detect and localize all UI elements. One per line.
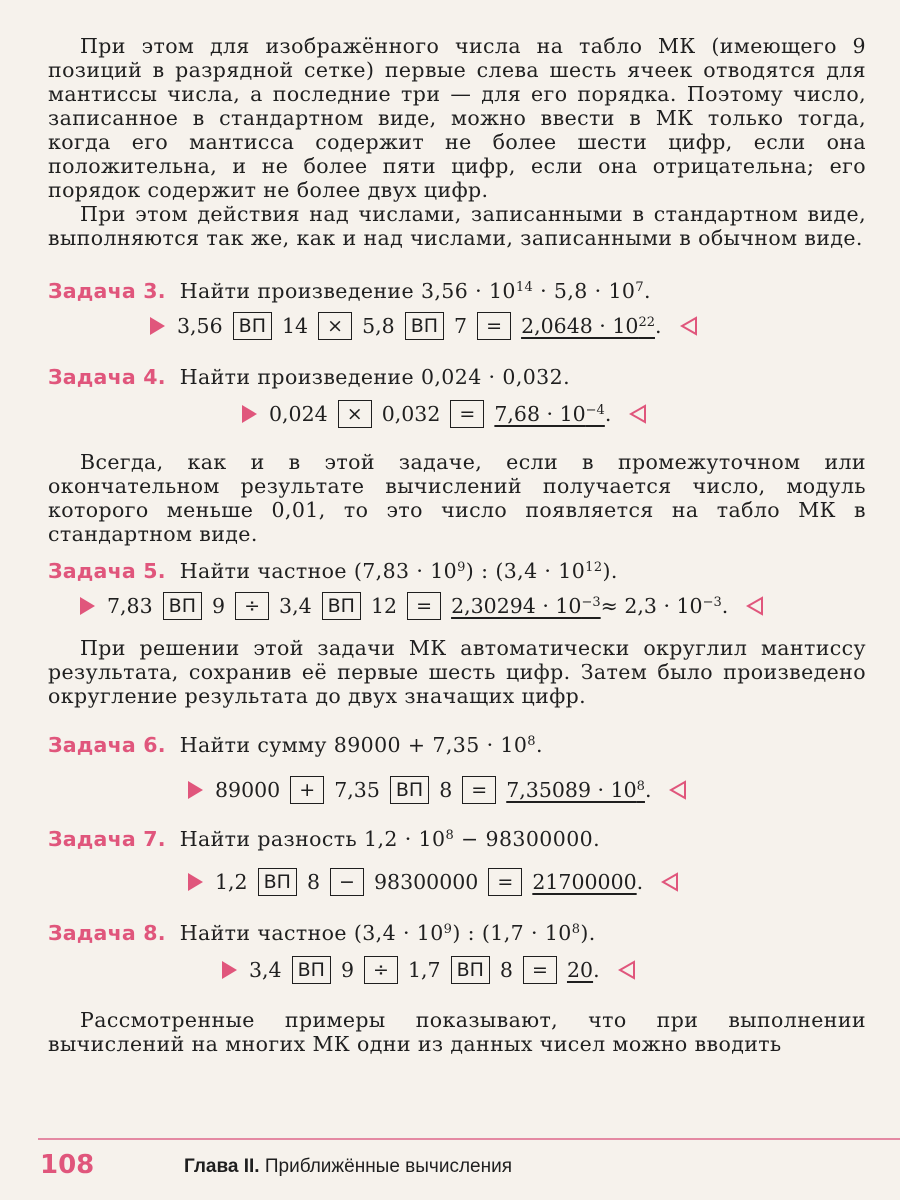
key-equals: = bbox=[450, 400, 484, 428]
start-marker-icon bbox=[222, 961, 237, 979]
mid-paragraph: Всегда, как и в этой задаче, если в промежуточном или окончательном результате вычислений получается число, модуль которого меньше 0,01, то это число появляется на табло МК в стандартном виде. bbox=[48, 450, 866, 546]
key-plus: + bbox=[290, 776, 324, 804]
page-number: 108 bbox=[40, 1150, 95, 1180]
key-vp: ВП bbox=[233, 312, 272, 340]
task-5-label: Задача 5. bbox=[48, 559, 166, 583]
footer-divider bbox=[38, 1138, 900, 1140]
key-vp: ВП bbox=[390, 776, 429, 804]
task-8-title: Задача 8. Найти частное $(3,4 \cdot 10^9)$ : $(1,7 \cdot 10^8)$. bbox=[48, 921, 596, 945]
task-4-key-sequence: 0,024 × 0,032 = $7,68 \cdot 10^{-4}$ . bbox=[242, 398, 866, 430]
key-vp: ВП bbox=[322, 592, 361, 620]
end-marker-icon bbox=[629, 404, 647, 424]
key-vp: ВП bbox=[163, 592, 202, 620]
key-equals: = bbox=[462, 776, 496, 804]
key-vp: ВП bbox=[292, 956, 331, 984]
end-marker-icon bbox=[661, 872, 679, 892]
intro-paragraph-2: При этом действия над числами, записанными в стандартном виде, выполняются так же, как и над числами, записанными в обычном виде. bbox=[48, 202, 866, 250]
start-marker-icon bbox=[188, 781, 203, 799]
key-equals: = bbox=[407, 592, 441, 620]
task-3-label: Задача 3. bbox=[48, 279, 166, 303]
key-vp: ВП bbox=[258, 868, 297, 896]
task-7-title: Задача 7. Найти разность $1,2 \cdot 10^8 - 98300000$. bbox=[48, 827, 600, 851]
after-task-5-paragraph: При решении этой задачи МК автоматически округлил мантиссу результата, сохранив её первые шесть цифр. Затем было произведено округление результата до двух значащих цифр. bbox=[48, 636, 866, 708]
key-equals: = bbox=[488, 868, 522, 896]
task-8-result: 20 bbox=[566, 958, 594, 982]
task-6-label: Задача 6. bbox=[48, 733, 166, 757]
task-4-label: Задача 4. bbox=[48, 365, 166, 389]
final-paragraph: Рассмотренные примеры показывают, что при выполнении вычислений на многих МК одни из данных чисел можно вводить bbox=[48, 1008, 866, 1056]
task-6-key-sequence: 89000 + 7,35 ВП 8 = $7,35089 \cdot 10^8$ . bbox=[188, 774, 866, 806]
task-5-title: Задача 5. Найти частное $(7,83 \cdot 10^9)$ : $(3,4 \cdot 10^{12})$. bbox=[48, 559, 618, 583]
task-4-title: Задача 4. Найти произведение 0,024 · 0,032. bbox=[48, 365, 570, 389]
key-minus: − bbox=[330, 868, 364, 896]
task-3-result: $2,0648 \cdot 10^{22}$ bbox=[521, 314, 655, 338]
key-multiply: × bbox=[338, 400, 372, 428]
start-marker-icon bbox=[188, 873, 203, 891]
key-equals: = bbox=[523, 956, 557, 984]
page-footer bbox=[0, 1138, 900, 1200]
task-5-key-sequence: 7,83 ВП 9 ÷ 3,4 ВП 12 = $2,30294 \cdot 10^{-3}$ ≈ $2,3 \cdot 10^{-3}$. bbox=[80, 590, 866, 622]
key-divide: ÷ bbox=[364, 956, 398, 984]
task-7-label: Задача 7. bbox=[48, 827, 166, 851]
key-equals: = bbox=[477, 312, 511, 340]
task-5-result: $2,30294 \cdot 10^{-3}$ bbox=[451, 594, 601, 618]
page-content bbox=[48, 34, 866, 1056]
task-7-key-sequence: 1,2 ВП 8 − 98300000 = 21700000 . bbox=[188, 866, 866, 898]
task-6-title: Задача 6. Найти сумму $89000 + 7,35 \cdot 10^8$. bbox=[48, 733, 543, 757]
key-vp: ВП bbox=[405, 312, 444, 340]
start-marker-icon bbox=[242, 405, 257, 423]
key-vp: ВП bbox=[451, 956, 490, 984]
end-marker-icon bbox=[680, 316, 698, 336]
task-7-result: 21700000 bbox=[532, 870, 637, 894]
task-8-label: Задача 8. bbox=[48, 921, 166, 945]
task-3-key-sequence: 3,56 ВП 14 × 5,8 ВП 7 = $2,0648 \cdot 10^{22}$ . bbox=[150, 310, 866, 342]
start-marker-icon bbox=[80, 597, 95, 615]
end-marker-icon bbox=[669, 780, 687, 800]
chapter-title: Глава II. Приближённые вычисления bbox=[184, 1156, 512, 1177]
task-5-approx: ≈ $2,3 \cdot 10^{-3}$. bbox=[600, 594, 729, 618]
task-8-key-sequence: 3,4 ВП 9 ÷ 1,7 ВП 8 = 20 . bbox=[222, 954, 866, 986]
task-6-result: $7,35089 \cdot 10^8$ bbox=[506, 778, 645, 802]
task-4-result: $7,68 \cdot 10^{-4}$ bbox=[494, 402, 605, 426]
end-marker-icon bbox=[618, 960, 636, 980]
key-divide: ÷ bbox=[235, 592, 269, 620]
end-marker-icon bbox=[746, 596, 764, 616]
intro-paragraph-1: При этом для изображённого числа на табло МК (имеющего 9 позиций в разрядной сетке) первые слева шесть ячеек отводятся для мантиссы числа, а последние три — для его порядка. Поэтому число, записанное в стандартном виде, можно ввести в МК только тогда, когда его мантисса содержит не более шести цифр, если она положительна, и не более пяти цифр, если она отрицательна; его порядок содержит не более двух цифр. bbox=[48, 34, 866, 202]
task-3-title: Задача 3. Найти произведение $3,56 \cdot 10^{14} \cdot 5,8 \cdot 10^7$. bbox=[48, 279, 651, 303]
key-multiply: × bbox=[318, 312, 352, 340]
start-marker-icon bbox=[150, 317, 165, 335]
